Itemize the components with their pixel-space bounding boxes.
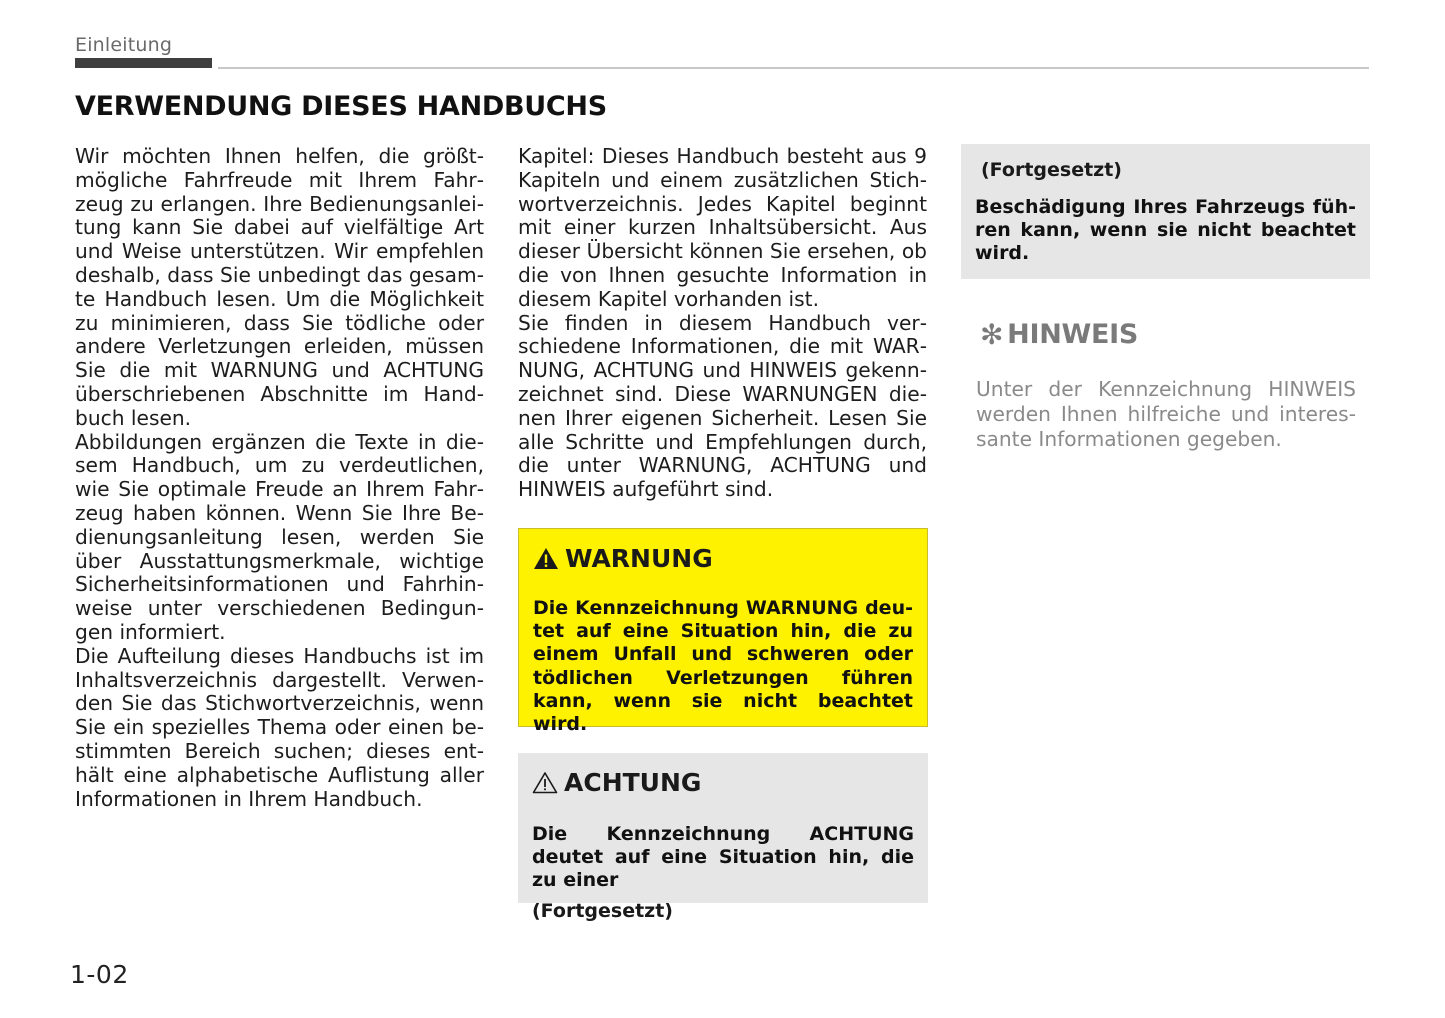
- header-section-label: Einleitung: [75, 34, 173, 56]
- warning-text: Die Kennzeichnung WARNUNG deutet auf eine Situation hin, die zu einem Unfall und schweren oder tödlichen Verletzungen führen kann, wenn sie nicht beachtet wird.: [533, 597, 913, 736]
- warning-heading-label: WARNUNG: [565, 543, 713, 573]
- warning-box: [518, 528, 928, 736]
- warning-heading: [533, 543, 913, 573]
- caution-continued-label: (Fortgesetzt): [532, 899, 673, 922]
- caution-heading-label: ACHTUNG: [564, 767, 702, 797]
- continued-label: (Fortgesetzt): [981, 159, 1122, 181]
- paragraph: Abbildungen ergänzen die Texte in diesem Handbuch, um zu verdeutlichen, wie Sie optimale Freude an Ihrem Fahrzeug haben können. Wenn Sie Ihre Bedienungsanleitung lesen, werden Sie über Ausstattungsmerkmale, wichtige Sicherheitsinformationen und Fahrhinweise unter verschiedenen Bedingungen informiert.: [75, 429, 484, 644]
- caution-box: [518, 753, 928, 922]
- hinweis-heading: [980, 318, 1138, 351]
- caution-heading: [532, 767, 914, 797]
- paragraph: Wir möchten Ihnen helfen, die größtmögliche Fahrfreude mit Ihrem Fahrzeug zu erlangen. Ihre Bedienungsanleitung kann Sie dabei auf vielfältige Art und Weise unterstützen. Wir empfehlen deshalb, dass Sie unbedingt das gesamte Handbuch lesen. Um die Möglichkeit zu minimieren, dass Sie tödliche oder andere Verletzungen erleiden, müssen Sie die mit WARNUNG und ACHTUNG überschriebenen Abschnitte im Handbuch lesen.: [75, 144, 484, 430]
- asterisk-icon: ✻: [980, 318, 1004, 351]
- hinweis-heading-label: HINWEIS: [1007, 319, 1139, 350]
- caution-text: Die Kennzeichnung ACHTUNG deutet auf eine Situation hin, die zu einer: [532, 823, 914, 892]
- continued-box: [961, 144, 1370, 279]
- page-title: VERWENDUNG DIESES HANDBUCHS: [75, 91, 607, 122]
- page-number: 1-02: [70, 960, 129, 989]
- header-bar-accent: [75, 58, 212, 68]
- paragraph: Die Aufteilung dieses Handbuchs ist im Inhaltsverzeichnis dargestellt. Verwenden Sie das Stichwortverzeichnis, wenn Sie ein spezielles Thema oder einen bestimmten Bereich suchen; dieses enthält eine alphabetische Auflistung aller Informationen in Ihrem Handbuch.: [75, 643, 484, 811]
- paragraph: Kapitel: Dieses Handbuch besteht aus 9 Kapiteln und einem zusätzlichen Stichwortverzeichnis. Jedes Kapitel beginnt mit einer kurzen Inhaltsübersicht. Aus dieser Übersicht können Sie ersehen, ob die von Ihnen gesuchte Information in diesem Kapitel vorhanden ist.: [518, 144, 927, 311]
- hinweis-text: Unter der Kennzeichnung HINWEIS werden Ihnen hilfreiche und interessante Informationen gegeben.: [976, 377, 1356, 451]
- body-column-2: [518, 145, 927, 502]
- caution-triangle-outline-icon: [532, 771, 558, 794]
- continued-text: Beschädigung Ihres Fahrzeugs führen kann, wenn sie nicht beachtet wird.: [975, 196, 1356, 265]
- body-column-1: [75, 145, 484, 811]
- paragraph: Sie finden in diesem Handbuch verschiedene Informationen, die mit WARNUNG, ACHTUNG und HINWEIS gekennzeichnet sind. Diese WARNUNGEN dienen Ihrer eigenen Sicherheit. Lesen Sie alle Schritte und Empfehlungen durch, die unter WARNUNG, ACHTUNG und HINWEIS aufgeführt sind.: [518, 310, 927, 502]
- header-rule: [218, 67, 1369, 69]
- warning-triangle-icon: [533, 547, 559, 570]
